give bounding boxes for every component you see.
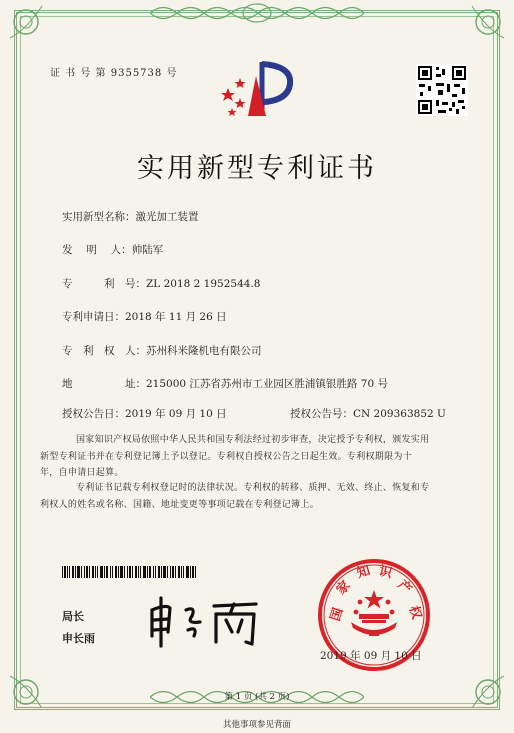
grant-statement-paragraph xyxy=(40,432,458,482)
patentee-label: 专 利 权 人： xyxy=(62,345,146,357)
utility-model-name-label: 实用新型名称： xyxy=(62,211,136,223)
patentee-value: 苏州科米隆机电有限公司 xyxy=(146,345,262,357)
filing-date-row xyxy=(62,309,227,324)
corner-ornament xyxy=(8,4,62,58)
legal-status-paragraph xyxy=(40,480,458,513)
announcement-date-label: 授权公告日： xyxy=(62,408,125,420)
svg-text:产: 产 xyxy=(394,577,415,598)
announcement-number-value: CN 209363852 U xyxy=(353,408,446,420)
announcement-date-row xyxy=(62,406,227,421)
paragraph-line: 利权人的姓名或名称、国籍、地址变更等事项记载在专利登记簿上。 xyxy=(40,499,320,510)
reverse-side-note: 其他事项参见背面 xyxy=(222,720,291,730)
inventor-value: 帅陆军 xyxy=(131,244,164,256)
paragraph-line: 国家知识产权局依照中华人民共和国专利法经过初步审查，决定授予专利权，颁发实用 xyxy=(76,435,430,445)
certificate-number-label: 证 书 号 第 xyxy=(50,68,107,79)
corner-ornament xyxy=(452,4,506,58)
cnipa-logo-icon xyxy=(218,58,296,120)
signature-icon xyxy=(146,592,266,650)
utility-model-name-value: 激光加工装置 xyxy=(135,211,199,223)
patent-number-value: ZL 2018 2 1952544.8 xyxy=(146,278,261,290)
certificate-number-value: 9355738 xyxy=(110,68,163,79)
paragraph-line: 年，自申请日起算。 xyxy=(40,468,124,478)
patent-number-label: 专 利 号： xyxy=(62,278,146,290)
svg-text:权: 权 xyxy=(405,604,424,622)
svg-text:家: 家 xyxy=(333,578,354,598)
barcode-icon xyxy=(62,566,196,578)
official-name: 申长雨 xyxy=(62,632,95,645)
patent-number-row xyxy=(62,276,260,291)
seal-date: 2019 年 09 月 10 日 xyxy=(320,650,422,662)
address-value: 215000 江苏省苏州市工业园区胜浦镇银胜路 70 号 xyxy=(146,378,388,390)
svg-text:识: 识 xyxy=(377,563,394,582)
address-label: 地 址： xyxy=(62,378,146,390)
address-row xyxy=(62,376,388,391)
svg-text:国: 国 xyxy=(328,606,347,624)
announcement-number-row xyxy=(290,406,446,421)
svg-text:知: 知 xyxy=(355,563,372,582)
official-title: 局长 xyxy=(62,610,84,623)
filing-date-value: 2018 年 11 月 26 日 xyxy=(125,311,227,323)
paragraph-line: 新型专利证书并在专利登记簿上予以登记。专利权自授权公告之日起生效。专利权期限为十 xyxy=(40,451,413,462)
paragraph-line: 专利证书记载专利权登记时的法律状况。专利权的转移、质押、无效、终止、恢复和专 xyxy=(76,483,430,493)
top-ornament xyxy=(150,2,364,24)
announcement-number-label: 授权公告号： xyxy=(290,408,353,420)
announcement-date-value: 2019 年 09 月 10 日 xyxy=(125,408,227,420)
filing-date-label: 专利申请日： xyxy=(62,311,125,323)
utility-model-name-row xyxy=(62,209,199,224)
certificate-title: 实用新型专利证书 xyxy=(137,153,377,184)
patentee-row xyxy=(62,343,262,358)
page-number: 第 1 页 (共 2 页) xyxy=(224,692,290,702)
qr-code-icon xyxy=(416,64,468,116)
inventor-label: 发 明 人： xyxy=(62,244,132,256)
certificate-number xyxy=(50,64,177,79)
certificate-number-suffix: 号 xyxy=(166,68,178,79)
inventor-row xyxy=(62,242,163,257)
